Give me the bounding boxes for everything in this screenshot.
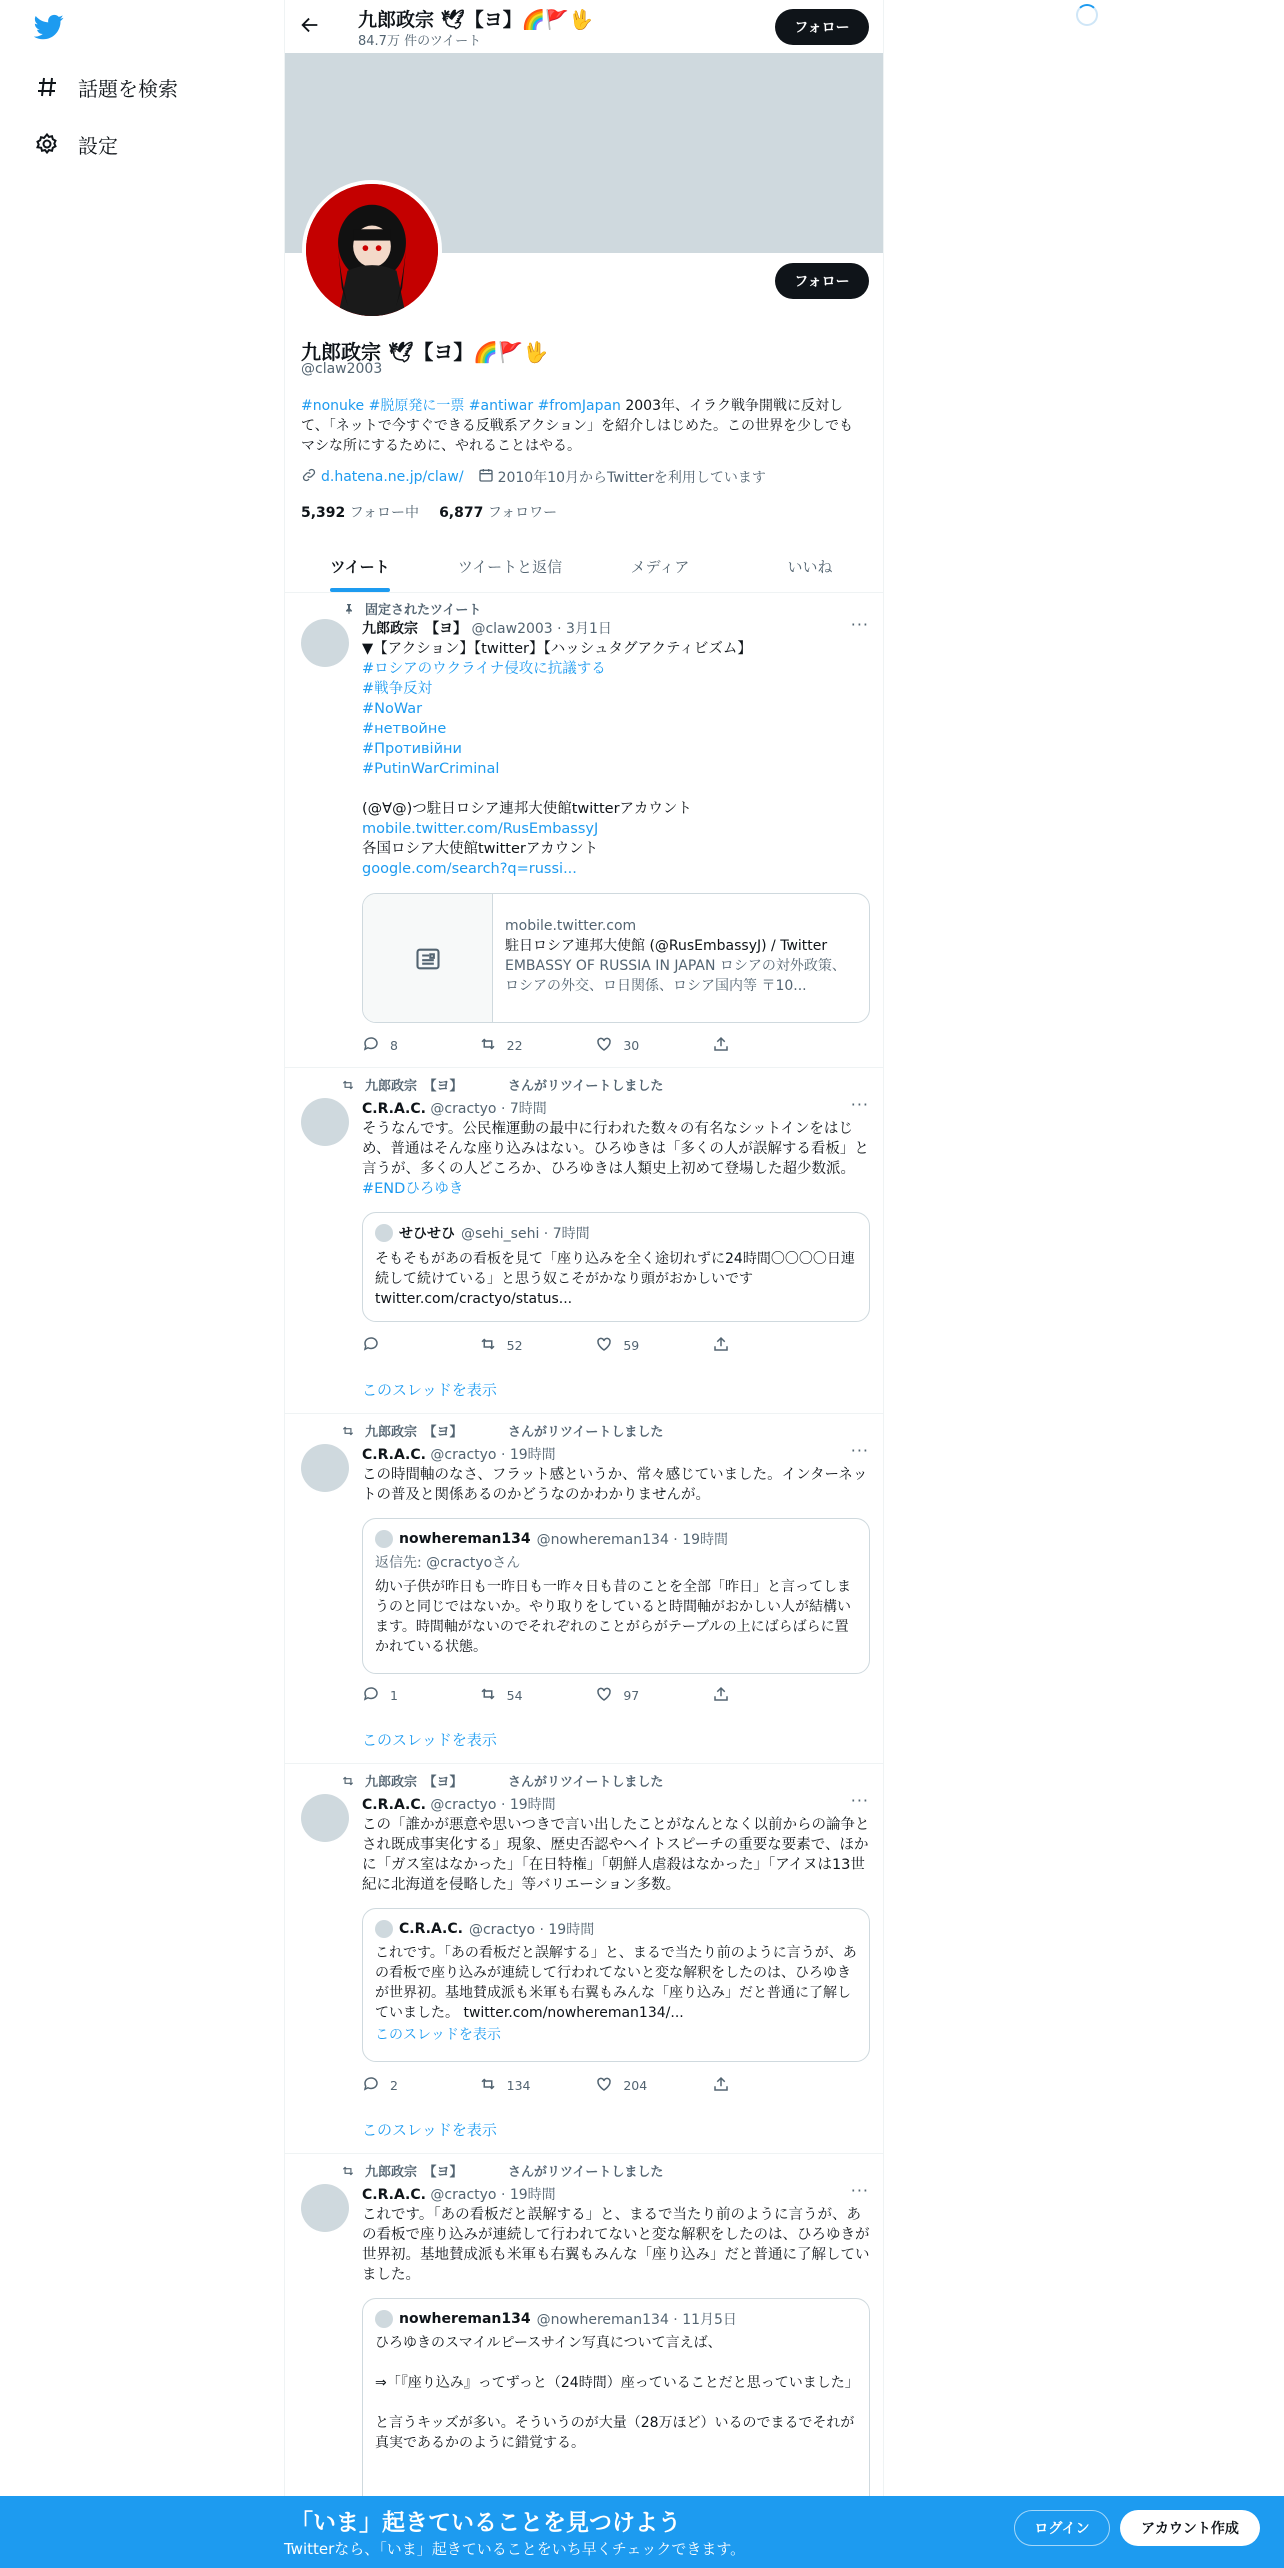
tweet-author-handle[interactable]: @cractyo · 19時間 [430, 1797, 556, 1813]
nav-settings-label: 設定 [78, 133, 118, 158]
like-count: 97 [623, 1688, 640, 1703]
profile-joined [478, 467, 766, 487]
tweet-text-content: そうなんです。公民権運動の最中に行われた数々の有名なシットインをはじめ、普通はそんな座り込みはない。ひろゆきは「多くの人が誤解する看板」と言うが、多くの人どころか、ひろゆきは人類史上初めて登場した超少数派。 [362, 1121, 869, 1177]
header-tweet-count: 84.7万 件のツイート [358, 34, 482, 49]
retweet-icon [479, 1335, 497, 1356]
link-card[interactable] [362, 893, 870, 1023]
bio-hashtags[interactable]: #nonuke #脱原発に一票 #antiwar #fromJapan [301, 398, 621, 414]
like-button[interactable] [595, 2075, 675, 2096]
bio-text: 2003年、イラク戦争開戦に反対して、「ネットで今すぐできる反戦系アクション」を紹介しはじめた。この世界を少しでもマシな所にするために、やれることはやる。 [301, 398, 854, 454]
profile-link-text[interactable]: d.hatena.ne.jp/claw/ [321, 469, 464, 485]
left-navigation [0, 0, 284, 2568]
reply-count: 2 [390, 2078, 398, 2093]
like-button[interactable] [595, 1035, 675, 1056]
hashtag-icon [34, 74, 60, 100]
back-arrow-icon[interactable] [299, 14, 323, 38]
reply-icon [362, 2075, 380, 2096]
retweet-button[interactable] [479, 1685, 559, 1706]
share-button[interactable] [712, 1035, 792, 1056]
tab-tweets-replies[interactable]: ツイートと返信 [457, 557, 563, 576]
retweet-icon [479, 2075, 497, 2096]
quote-avatar [375, 1224, 393, 1242]
tweet-text-line: 各国ロシア大使館twitterアカウント [362, 841, 599, 857]
retweet-icon [325, 1078, 365, 1092]
tweet-header [362, 618, 612, 638]
profile-follow-counts [301, 502, 557, 522]
hashtag[interactable]: #ENDひろゆき [362, 1161, 860, 1197]
tweet-link[interactable]: google.com/search?q=russi... [362, 861, 577, 877]
quote-author-name: せひせひ [399, 1226, 455, 1242]
quote-avatar [375, 2310, 393, 2328]
pinned-context [325, 599, 481, 618]
retweet-context [325, 1771, 663, 1790]
quote-header [375, 1529, 728, 1549]
quoted-tweet[interactable] [362, 1908, 870, 2062]
tweet-author-handle[interactable]: @cractyo · 19時間 [430, 2187, 556, 2203]
like-count: 59 [623, 1338, 640, 1353]
retweet-button[interactable] [479, 1335, 559, 1356]
hashtag[interactable]: #нетвойне [362, 721, 447, 737]
tweet-text-line: (@∀@)つ駐日ロシア連邦大使館twitterアカウント [362, 801, 692, 817]
retweet-count: 54 [506, 1688, 523, 1703]
more-options-icon[interactable]: ··· [850, 2181, 869, 2200]
quote-author-handle: @nowhereman134 · 11月5日 [536, 2312, 737, 2328]
retweet-icon [325, 1774, 365, 1788]
link-icon [301, 467, 317, 487]
retweet-count: 22 [506, 1038, 523, 1053]
tab-likes[interactable]: いいね [787, 557, 833, 576]
heart-icon [595, 2075, 613, 2096]
reply-button[interactable] [362, 2075, 442, 2096]
gear-icon [34, 131, 60, 157]
calendar-icon [478, 467, 494, 487]
share-icon [712, 1335, 730, 1356]
retweet-icon [325, 2164, 365, 2178]
pin-icon [325, 603, 365, 615]
tweet-author-name[interactable]: C.R.A.C. [362, 2187, 426, 2203]
share-button[interactable] [712, 2075, 792, 2096]
profile-meta [301, 467, 766, 487]
tweet-text [362, 639, 870, 879]
quote-text: これです。「あの看板だと誤解する」と、まるで当たり前のように言うが、あの看板で座り込みが連続して行われてないと変な解釈をしたのは、ひろゆきが世界初。基地賛成派も米軍も右翼もみんな「座り込み」だと普通に了解していました。 twitter.com/nowhereman134/... [375, 1945, 857, 2021]
tweet-pinned[interactable] [285, 593, 884, 1068]
retweet-icon [479, 1685, 497, 1706]
quote-text: そもそもがあの看板を見て「座り込みを全く途切れずに24時間〇〇〇〇日連続して続けている」と思う奴こそがかなり頭がおかしいです twitter.com/cractyo/status... [375, 1251, 855, 1307]
tweet-author-name[interactable]: C.R.A.C. [362, 1101, 426, 1117]
tweet-author-handle[interactable]: @cractyo · 19時間 [430, 1447, 556, 1463]
reply-icon [362, 1035, 380, 1056]
nav-settings[interactable] [34, 124, 118, 164]
card-description: EMBASSY OF RUSSIA IN JAPAN ロシアの対外政策、ロシアの外交、ロ日関係、ロシア国内等 〒10... [505, 958, 846, 994]
retweet-context-label: 九郎政宗 【ヨ】 さんがリツイートしました [365, 1775, 664, 1790]
quote-author-handle: @cractyo · 19時間 [468, 1922, 595, 1938]
profile-link[interactable] [301, 467, 464, 487]
tab-media[interactable]: メディア [630, 557, 690, 576]
more-options-icon[interactable]: ··· [850, 1095, 869, 1114]
tweet-avatar[interactable] [301, 1794, 349, 1842]
card-title: 駐日ロシア連邦大使館 (@RusEmbassyJ) / Twitter [505, 938, 828, 954]
tweet-link[interactable]: mobile.twitter.com/RusEmbassyJ [362, 821, 599, 837]
reply-button[interactable] [362, 1685, 442, 1706]
reply-button[interactable] [362, 1335, 442, 1356]
following-count: 5,392 [301, 505, 346, 521]
like-count: 204 [623, 2078, 648, 2093]
tweet-actions [362, 1335, 792, 1356]
reply-icon [362, 1685, 380, 1706]
profile-avatar[interactable] [302, 180, 442, 320]
quote-author-name: nowhereman134 [399, 2311, 531, 2327]
login-button[interactable]: ログイン [1014, 2510, 1110, 2546]
retweet-button[interactable] [479, 1035, 559, 1056]
share-icon [712, 1035, 730, 1056]
tweet-actions [362, 1035, 792, 1056]
show-thread-link[interactable]: このスレッドを表示 [362, 1731, 497, 1749]
retweet-context [325, 1075, 663, 1094]
profile-bio [301, 396, 867, 456]
profile-tabs [285, 540, 884, 593]
article-icon [363, 894, 493, 1023]
hashtag[interactable]: #NoWar [362, 701, 423, 717]
loading-spinner-icon [1076, 4, 1098, 26]
quote-author-handle: @nowhereman134 · 19時間 [536, 1532, 729, 1548]
quote-header [375, 2309, 737, 2329]
share-button[interactable] [712, 1335, 792, 1356]
show-thread-link[interactable]: このスレッドを表示 [362, 2121, 497, 2139]
hashtag[interactable]: #Противійни [362, 741, 462, 757]
profile-handle: @claw2003 [301, 361, 383, 377]
hashtag[interactable]: #ロシアのウクライナ侵攻に抗議する [362, 661, 606, 677]
signup-button[interactable]: アカウント作成 [1120, 2510, 1260, 2546]
tweet-retweet[interactable] [285, 1414, 884, 1764]
bottom-bar-title: 「いま」起きていることを見つけよう [290, 2510, 681, 2536]
main-column [284, 0, 884, 2568]
tweet-avatar[interactable] [301, 619, 349, 667]
tweet-author-name[interactable]: 九郎政宗 【ヨ】 [362, 621, 467, 637]
retweet-button[interactable] [479, 2075, 559, 2096]
share-icon [712, 2075, 730, 2096]
tweet-retweet[interactable] [285, 1068, 884, 1414]
quote-header [375, 1919, 594, 1939]
reply-icon [362, 1335, 380, 1356]
tweet-text: この時間軸のなさ、フラット感というか、常々感じていました。インターネットの普及と関係あるのかどうなのかわかりませんが。 [362, 1467, 868, 1503]
following-link[interactable] [301, 502, 419, 522]
retweet-count: 52 [506, 1338, 523, 1353]
tweet-author-name[interactable]: C.R.A.C. [362, 1797, 426, 1813]
tweet-header [362, 1794, 556, 1814]
header-follow-button[interactable]: フォロー [775, 9, 869, 45]
tab-tweets[interactable]: ツイート [285, 540, 435, 592]
retweet-icon [479, 1035, 497, 1056]
tweet-retweet[interactable] [285, 1764, 884, 2154]
profile-header-bar [285, 0, 884, 53]
quote-reply-to: 返信先: @cractyoさん [375, 1555, 521, 1571]
quote-avatar [375, 1920, 393, 1938]
profile-follow-button[interactable]: フォロー [775, 263, 869, 299]
quoted-tweet[interactable] [362, 1212, 870, 1322]
tweet-author-name[interactable]: C.R.A.C. [362, 1447, 426, 1463]
profile-joined-text: 2010年10月からTwitterを利用しています [497, 470, 766, 486]
quote-avatar [375, 1530, 393, 1548]
tweet-text: これです。「あの看板だと誤解する」と、まるで当たり前のように言うが、あの看板で座り込みが連続して行われてないと変な解釈をしたのは、ひろゆきが世界初。基地賛成派も米軍も右翼もみんな「座り込み」だと普通に了解していました。 [362, 2207, 870, 2283]
retweet-context-label: 九郎政宗 【ヨ】 さんがリツイートしました [365, 1079, 664, 1094]
show-thread-link[interactable]: このスレッドを表示 [362, 1381, 497, 1399]
following-label: フォロー中 [349, 505, 420, 521]
tweet-header [362, 2184, 556, 2204]
retweet-context-label: 九郎政宗 【ヨ】 さんがリツイートしました [365, 1425, 664, 1440]
followers-count: 6,877 [439, 505, 484, 521]
nav-explore-label: 話題を検索 [78, 76, 178, 101]
quote-show-thread-link[interactable]: このスレッドを表示 [375, 2027, 501, 2043]
more-options-icon[interactable]: ··· [850, 1791, 869, 1810]
retweet-context [325, 1421, 663, 1440]
card-domain: mobile.twitter.com [505, 918, 637, 934]
like-count: 30 [623, 1038, 640, 1053]
followers-label: フォロワー [487, 505, 558, 521]
heart-icon [595, 1335, 613, 1356]
nav-explore[interactable] [34, 67, 178, 107]
reply-count: 8 [390, 1038, 398, 1053]
tweet-avatar[interactable] [301, 1098, 349, 1146]
quote-text: ひろゆきのスマイルピースサイン写真について言えば、 ⇒「『座り込み』ってずっと（24時間）座っていることだと思っていました」 と言うキッズが多い。そういうのが大量（28万ほど）いるのでまるでそれが真実であるかのように錯覚する。 [375, 2335, 859, 2451]
tweet-author-handle[interactable]: @claw2003 · 3月1日 [471, 621, 612, 637]
heart-icon [595, 1035, 613, 1056]
reply-count: 1 [390, 1688, 398, 1703]
bottom-bar-subtitle: Twitterなら、「いま」起きていることをいち早くチェックできます。 [284, 2540, 746, 2558]
hashtag[interactable]: #PutinWarCriminal [362, 761, 500, 777]
tweet-text-line: ▼【アクション】【twitter】【ハッシュタグアクティビズム】 [362, 641, 752, 657]
bottom-signup-bar [0, 2496, 1284, 2568]
reply-button[interactable] [362, 1035, 442, 1056]
quote-text: 幼い子供が昨日も一昨日も一昨々日も昔のことを全部「昨日」と言ってしまうのと同じではないか。やり取りをしていると時間軸がおかしい人が結構います。時間軸がないのでそれぞれのことがらがテーブルの上にばらばらに置かれている状態。 [375, 1579, 851, 1655]
hashtag[interactable]: #戦争反対 [362, 681, 433, 697]
retweet-count: 134 [506, 2078, 531, 2093]
pinned-label: 固定されたツイート [365, 603, 482, 618]
profile-name: 九郎政宗 🕊【ヨ】🌈🚩🖖 [301, 340, 549, 364]
more-options-icon[interactable]: ··· [850, 615, 869, 634]
more-options-icon[interactable]: ··· [850, 1441, 869, 1460]
retweet-context-label: 九郎政宗 【ヨ】 さんがリツイートしました [365, 2165, 664, 2180]
quoted-tweet[interactable] [362, 1518, 870, 1674]
tweet-header [362, 1444, 556, 1464]
retweet-icon [325, 1424, 365, 1438]
quote-header [375, 1223, 590, 1243]
heart-icon [595, 1685, 613, 1706]
tweet-author-handle[interactable]: @cractyo · 7時間 [430, 1101, 547, 1117]
tweet-avatar[interactable] [301, 1444, 349, 1492]
quote-author-name: nowhereman134 [399, 1531, 531, 1547]
followers-link[interactable] [439, 502, 557, 522]
tweet-actions [362, 2075, 792, 2096]
tweet-actions [362, 1685, 792, 1706]
tweet-avatar[interactable] [301, 2184, 349, 2232]
header-name: 九郎政宗 🕊【ヨ】🌈🚩🖖 [358, 9, 593, 31]
share-button[interactable] [712, 1685, 792, 1706]
twitter-logo-icon[interactable] [34, 12, 64, 42]
tweet-text: この「誰かが悪意や思いつきで言い出したことがなんとなく以前からの論争とされ既成事実化する」現象、歴史否認やヘイトスピーチの重要な要素で、ほかに「ガス室はなかった」「在日特権」「朝鮮人虐殺はなかった」「アイヌは13世紀に北海道を侵略した」等バリエーション多数。 [362, 1817, 870, 1893]
tweet-text [362, 1119, 870, 1199]
retweet-context [325, 2161, 663, 2180]
tweet-header [362, 1098, 547, 1118]
like-button[interactable] [595, 1335, 675, 1356]
quote-author-name: C.R.A.C. [399, 1921, 463, 1937]
share-icon [712, 1685, 730, 1706]
like-button[interactable] [595, 1685, 675, 1706]
quote-author-handle: @sehi_sehi · 7時間 [461, 1226, 590, 1242]
